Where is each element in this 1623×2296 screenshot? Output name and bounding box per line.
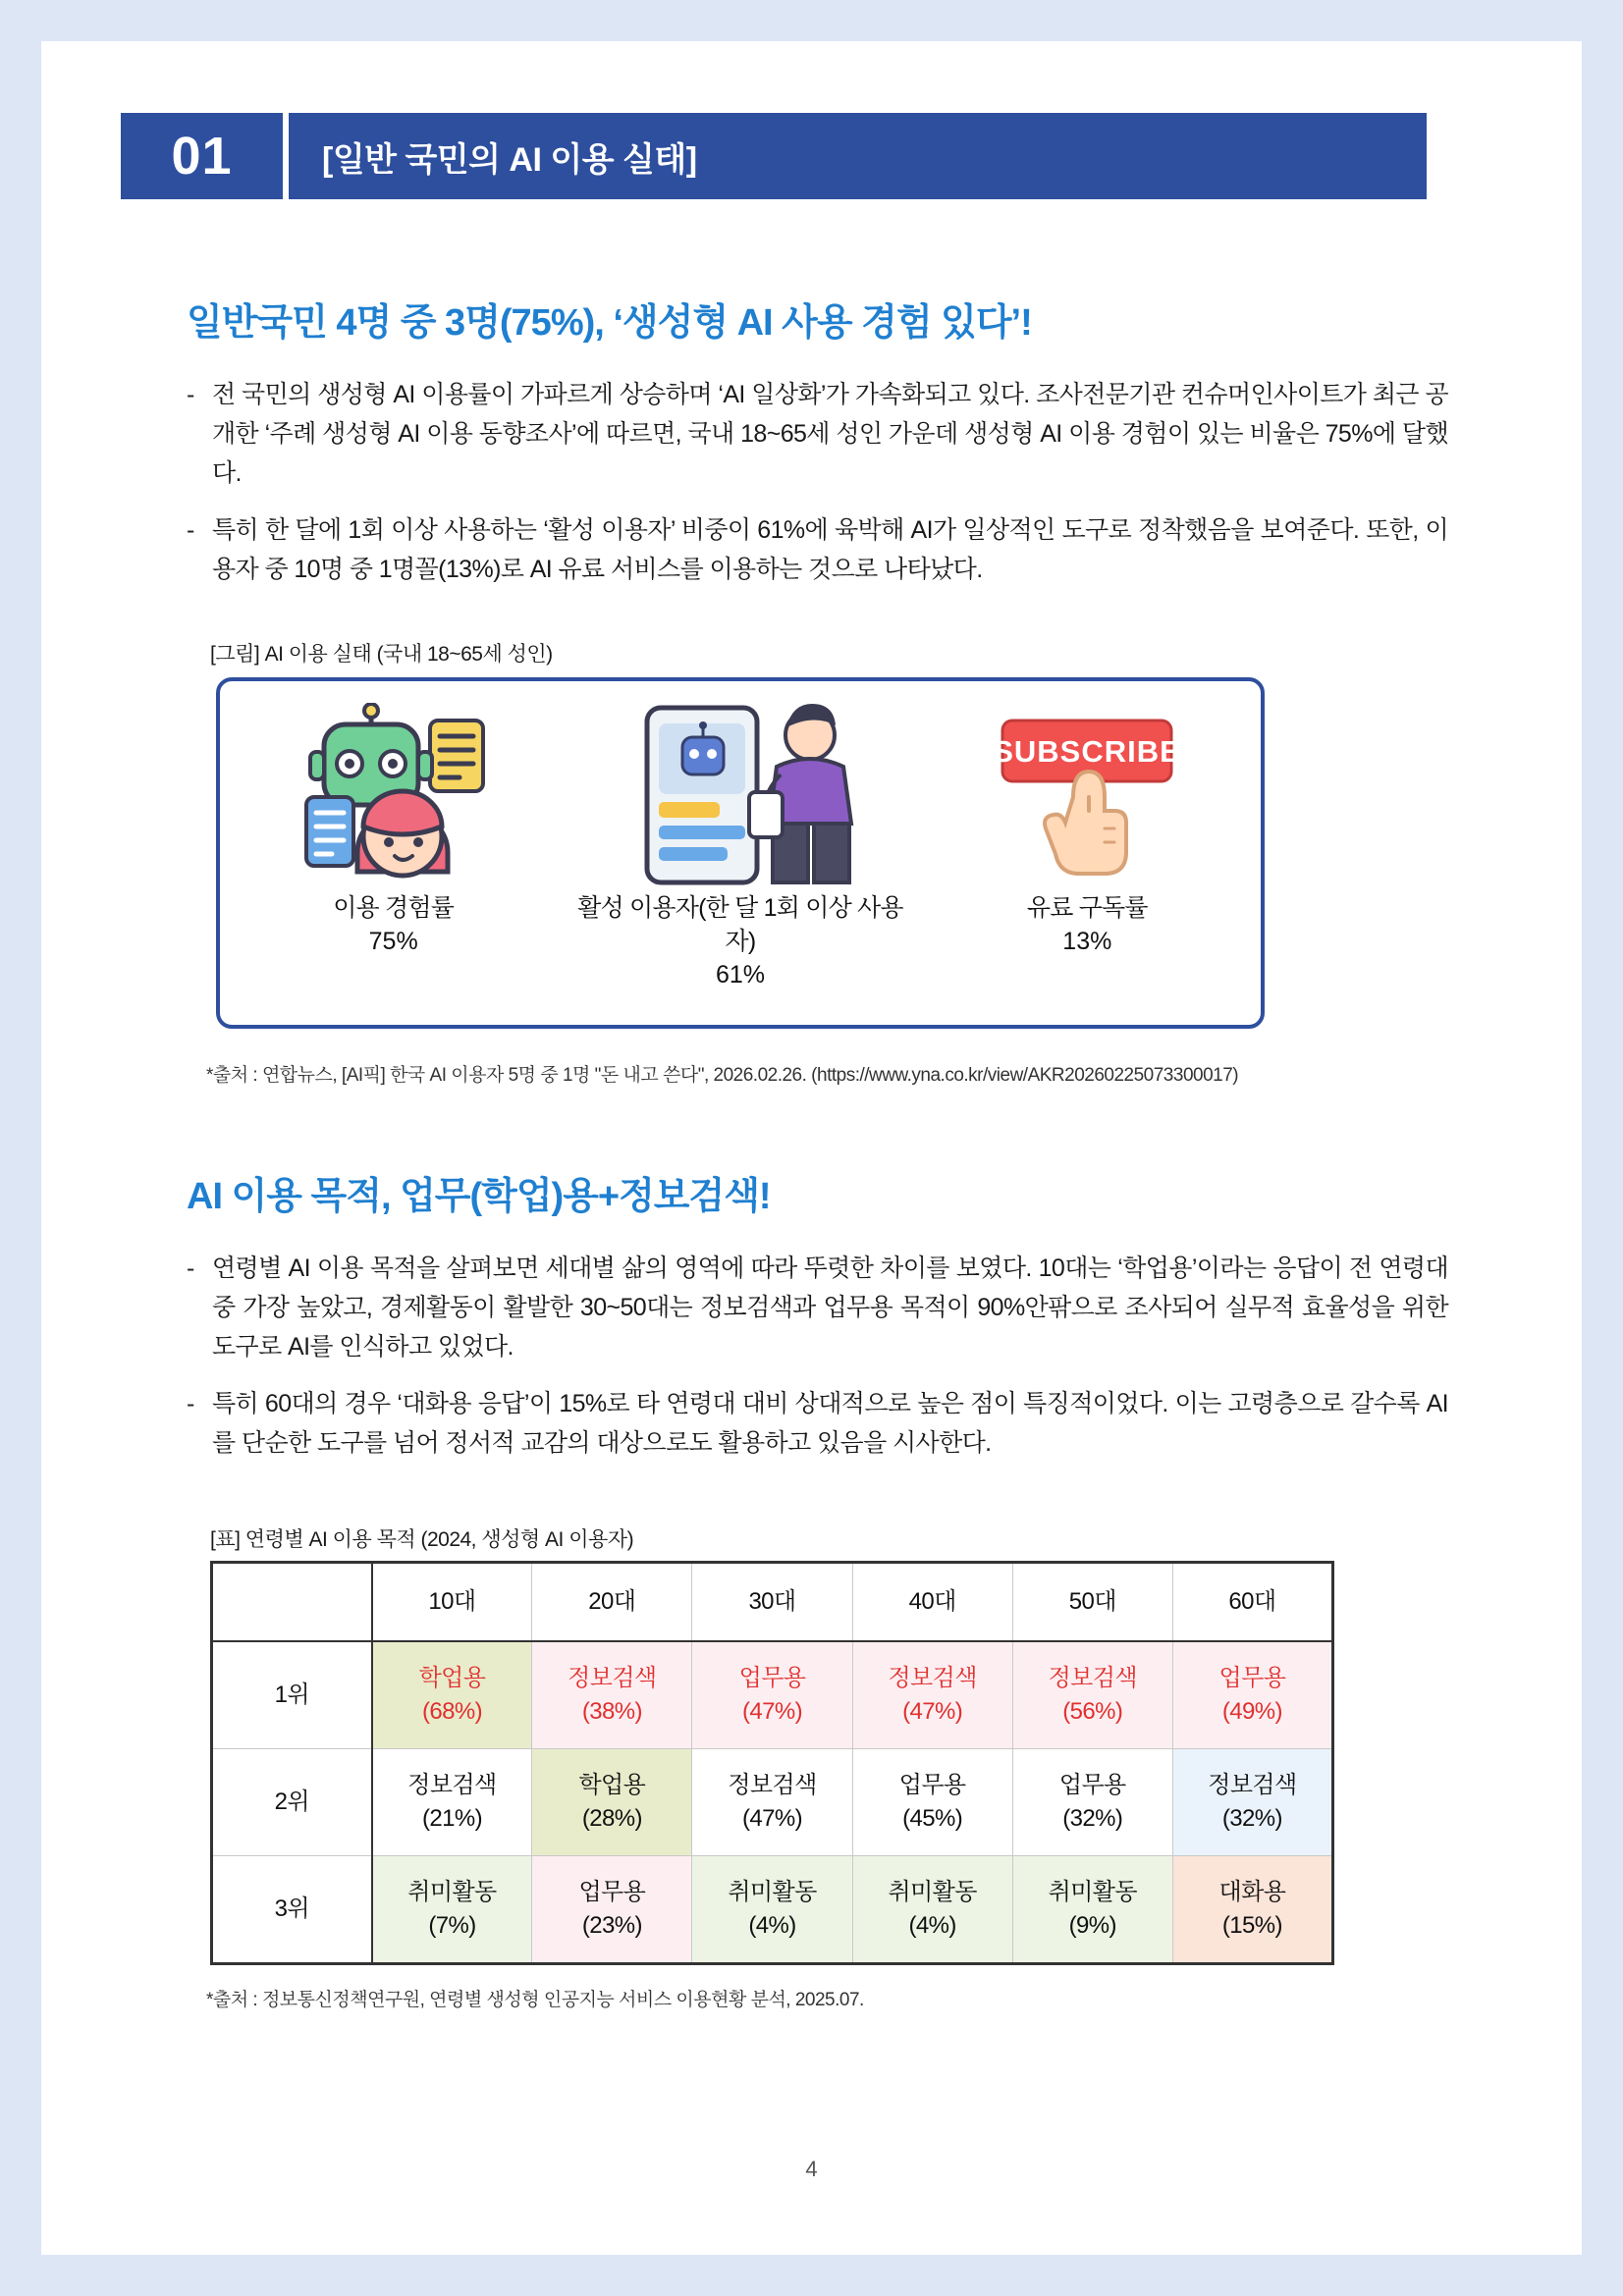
- table-cell: [372, 1641, 532, 1749]
- figure-caption: [그림] AI 이용 실태 (국내 18~65세 성인): [210, 643, 553, 666]
- table-row: [212, 1749, 1333, 1856]
- bullet-text: 특히 60대의 경우 ‘대화용 응답’이 15%로 타 연령대 대비 상대적으로 높은 점이 특징적이었다. 이는 고령층으로 갈수록 AI를 단순한 도구를 넘어 정서적 교감의 대상으로도 활용하고 있음을 시사한다.: [212, 1390, 1448, 1457]
- table-cell-label: 대화용: [1218, 1879, 1286, 1905]
- table-header-row: [212, 1563, 1333, 1642]
- figure-item-value: 75%: [368, 928, 418, 955]
- bullet-item: [187, 1384, 1448, 1463]
- page-number: 4: [805, 2157, 818, 2181]
- bullet-dash: -: [187, 516, 195, 544]
- age-purpose-table-wrapper: [210, 1561, 1334, 1965]
- table-cell-value: (7%): [428, 1912, 476, 1939]
- table-cell-label: 취미활동: [728, 1879, 817, 1905]
- table-cell-label: 학업용: [578, 1772, 646, 1798]
- figure-item-label: 유료 구독률: [1026, 894, 1148, 922]
- table-cell-value: (49%): [1221, 1698, 1282, 1725]
- table-column-header: 40대: [852, 1563, 1012, 1642]
- section-title-text: [일반 국민의 AI 이용 실태]: [322, 140, 697, 179]
- table-source: *출처 : 정보통신정책연구원, 연령별 생성형 인공지능 서비스 이용현황 분석, 2025.07.: [206, 1990, 864, 2010]
- age-purpose-table: [210, 1561, 1334, 1965]
- table-cell: [852, 1749, 1012, 1856]
- table-cell: [852, 1856, 1012, 1964]
- table-cell-label: 정보검색: [728, 1772, 817, 1798]
- table-cell: [372, 1749, 532, 1856]
- table-cell-value: (45%): [902, 1805, 963, 1832]
- table-cell-label: 정보검색: [888, 1665, 977, 1691]
- table-row-rank: 3위: [212, 1856, 372, 1964]
- table-corner-cell: [212, 1563, 372, 1642]
- table-cell-value: (15%): [1221, 1912, 1282, 1939]
- table-cell: [692, 1749, 852, 1856]
- table-column-header: 10대: [372, 1563, 532, 1642]
- svg-text:SUBSCRIBE: SUBSCRIBE: [993, 733, 1182, 769]
- table-cell-label: 학업용: [418, 1665, 486, 1691]
- table-cell: [852, 1641, 1012, 1749]
- table-cell-value: (47%): [902, 1698, 963, 1725]
- table-cell: [1012, 1856, 1172, 1964]
- table-cell: [1172, 1749, 1332, 1856]
- table-cell-label: 정보검색: [407, 1772, 497, 1798]
- figure-item-active-users: [567, 681, 913, 1025]
- table-cell: [692, 1856, 852, 1964]
- bullet-item: [187, 1249, 1448, 1366]
- figure-item-usage-rate: [220, 681, 567, 1025]
- table-cell-value: (68%): [421, 1698, 482, 1725]
- section2-bullet-list: [187, 1249, 1448, 1480]
- bullet-dash: -: [187, 1390, 195, 1417]
- table-row: [212, 1641, 1333, 1749]
- figure-item-value: 13%: [1062, 928, 1112, 955]
- section1-bullet-list: [187, 375, 1448, 607]
- table-cell-label: 정보검색: [1048, 1665, 1137, 1691]
- section1-heading: 일반국민 4명 중 3명(75%), ‘생성형 AI 사용 경험 있다’!: [187, 302, 1032, 344]
- bullet-text: 전 국민의 생성형 AI 이용률이 가파르게 상승하며 ‘AI 일상화’가 가속화되고 있다. 조사전문기관 컨슈머인사이트가 최근 공개한 ‘주례 생성형 AI 이용 동향조사’에 따르면, 국내 18~65세 성인 가운데 생성형 AI 이용 경험이 있는 비율은 75%에 달했다.: [212, 381, 1448, 487]
- figure-source: *출처 : 연합뉴스, [AI픽] 한국 AI 이용자 5명 중 1명 "돈 내고 쓴다", 2026.02.26. (https://www.yna.co.kr/view/AKR20260225073300017): [206, 1065, 1239, 1086]
- bullet-item: [187, 375, 1448, 493]
- table-cell-value: (9%): [1068, 1912, 1116, 1939]
- bullet-text: 연령별 AI 이용 목적을 살펴보면 세대별 삶의 영역에 따라 뚜렷한 차이를 보였다. 10대는 ‘학업용’이라는 응답이 전 연령대 중 가장 높았고, 경제활동이 활발한 30~50대는 정보검색과 업무용 목적이 90%안팎으로 조사되어 실무적 효율성을 위한 도구로 AI를 인식하고 있었다.: [212, 1255, 1448, 1361]
- table-column-header: 60대: [1172, 1563, 1332, 1642]
- table-cell-label: 취미활동: [1048, 1879, 1137, 1905]
- bullet-dash: -: [187, 381, 195, 408]
- table-cell: [532, 1749, 692, 1856]
- table-column-header: 20대: [532, 1563, 692, 1642]
- table-cell: [1172, 1641, 1332, 1749]
- table-cell: [1012, 1749, 1172, 1856]
- table-cell: [532, 1641, 692, 1749]
- table-cell-label: 업무용: [1218, 1665, 1286, 1691]
- table-cell-label: 취미활동: [888, 1879, 977, 1905]
- table-column-header: 50대: [1012, 1563, 1172, 1642]
- table-cell-value: (4%): [908, 1912, 956, 1939]
- table-cell-value: (4%): [748, 1912, 796, 1939]
- table-cell-value: (56%): [1062, 1698, 1123, 1725]
- table-cell-label: 업무용: [578, 1879, 646, 1905]
- document-page: [41, 41, 1582, 2255]
- figure-item-label: 이용 경험률: [333, 894, 455, 922]
- table-cell-value: (47%): [741, 1805, 802, 1832]
- table-cell-label: 취미활동: [407, 1879, 497, 1905]
- table-row: [212, 1856, 1333, 1964]
- table-cell-value: (38%): [581, 1698, 642, 1725]
- section2-heading: AI 이용 목적, 업무(학업)용+정보검색!: [187, 1176, 771, 1217]
- table-cell-label: 정보검색: [1208, 1772, 1297, 1798]
- table-cell-value: (47%): [741, 1698, 802, 1725]
- figure-item-value: 61%: [715, 961, 766, 988]
- table-cell: [692, 1641, 852, 1749]
- table-cell-label: 정보검색: [568, 1665, 657, 1691]
- section-title-bar: [283, 113, 1427, 199]
- table-cell-label: 업무용: [1058, 1772, 1126, 1798]
- figure-box: [216, 677, 1265, 1029]
- table-cell: [532, 1856, 692, 1964]
- bullet-item: [187, 510, 1448, 589]
- table-cell-label: 업무용: [738, 1665, 806, 1691]
- smartphone-chatbot-icon: [618, 695, 863, 891]
- subscribe-button-icon: [979, 695, 1195, 891]
- bullet-dash: -: [187, 1255, 195, 1282]
- table-cell-value: (32%): [1062, 1805, 1123, 1832]
- section-header: [121, 113, 1427, 199]
- table-row-rank: 1위: [212, 1641, 372, 1749]
- table-cell-label: 업무용: [898, 1772, 966, 1798]
- figure-item-label: 활성 이용자(한 달 1회 이상 사용자): [577, 894, 903, 955]
- table-caption: [표] 연령별 AI 이용 목적 (2024, 생성형 AI 이용자): [210, 1528, 634, 1551]
- robot-and-person-icon: [281, 695, 507, 891]
- table-row-rank: 2위: [212, 1749, 372, 1856]
- table-cell-value: (32%): [1221, 1805, 1282, 1832]
- table-column-header: 30대: [692, 1563, 852, 1642]
- table-cell: [372, 1856, 532, 1964]
- table-cell: [1012, 1641, 1172, 1749]
- bullet-text: 특히 한 달에 1회 이상 사용하는 ‘활성 이용자’ 비중이 61%에 육박해 AI가 일상적인 도구로 정착했음을 보여준다. 또한, 이용자 중 10명 중 1명꼴(13%)로 AI 유료 서비스를 이용하는 것으로 나타났다.: [212, 516, 1448, 583]
- table-cell: [1172, 1856, 1332, 1964]
- table-cell-value: (23%): [581, 1912, 642, 1939]
- table-cell-value: (28%): [581, 1805, 642, 1832]
- section-number: 01: [121, 113, 283, 199]
- figure-item-paid-subscription: [914, 681, 1261, 1025]
- table-cell-value: (21%): [421, 1805, 482, 1832]
